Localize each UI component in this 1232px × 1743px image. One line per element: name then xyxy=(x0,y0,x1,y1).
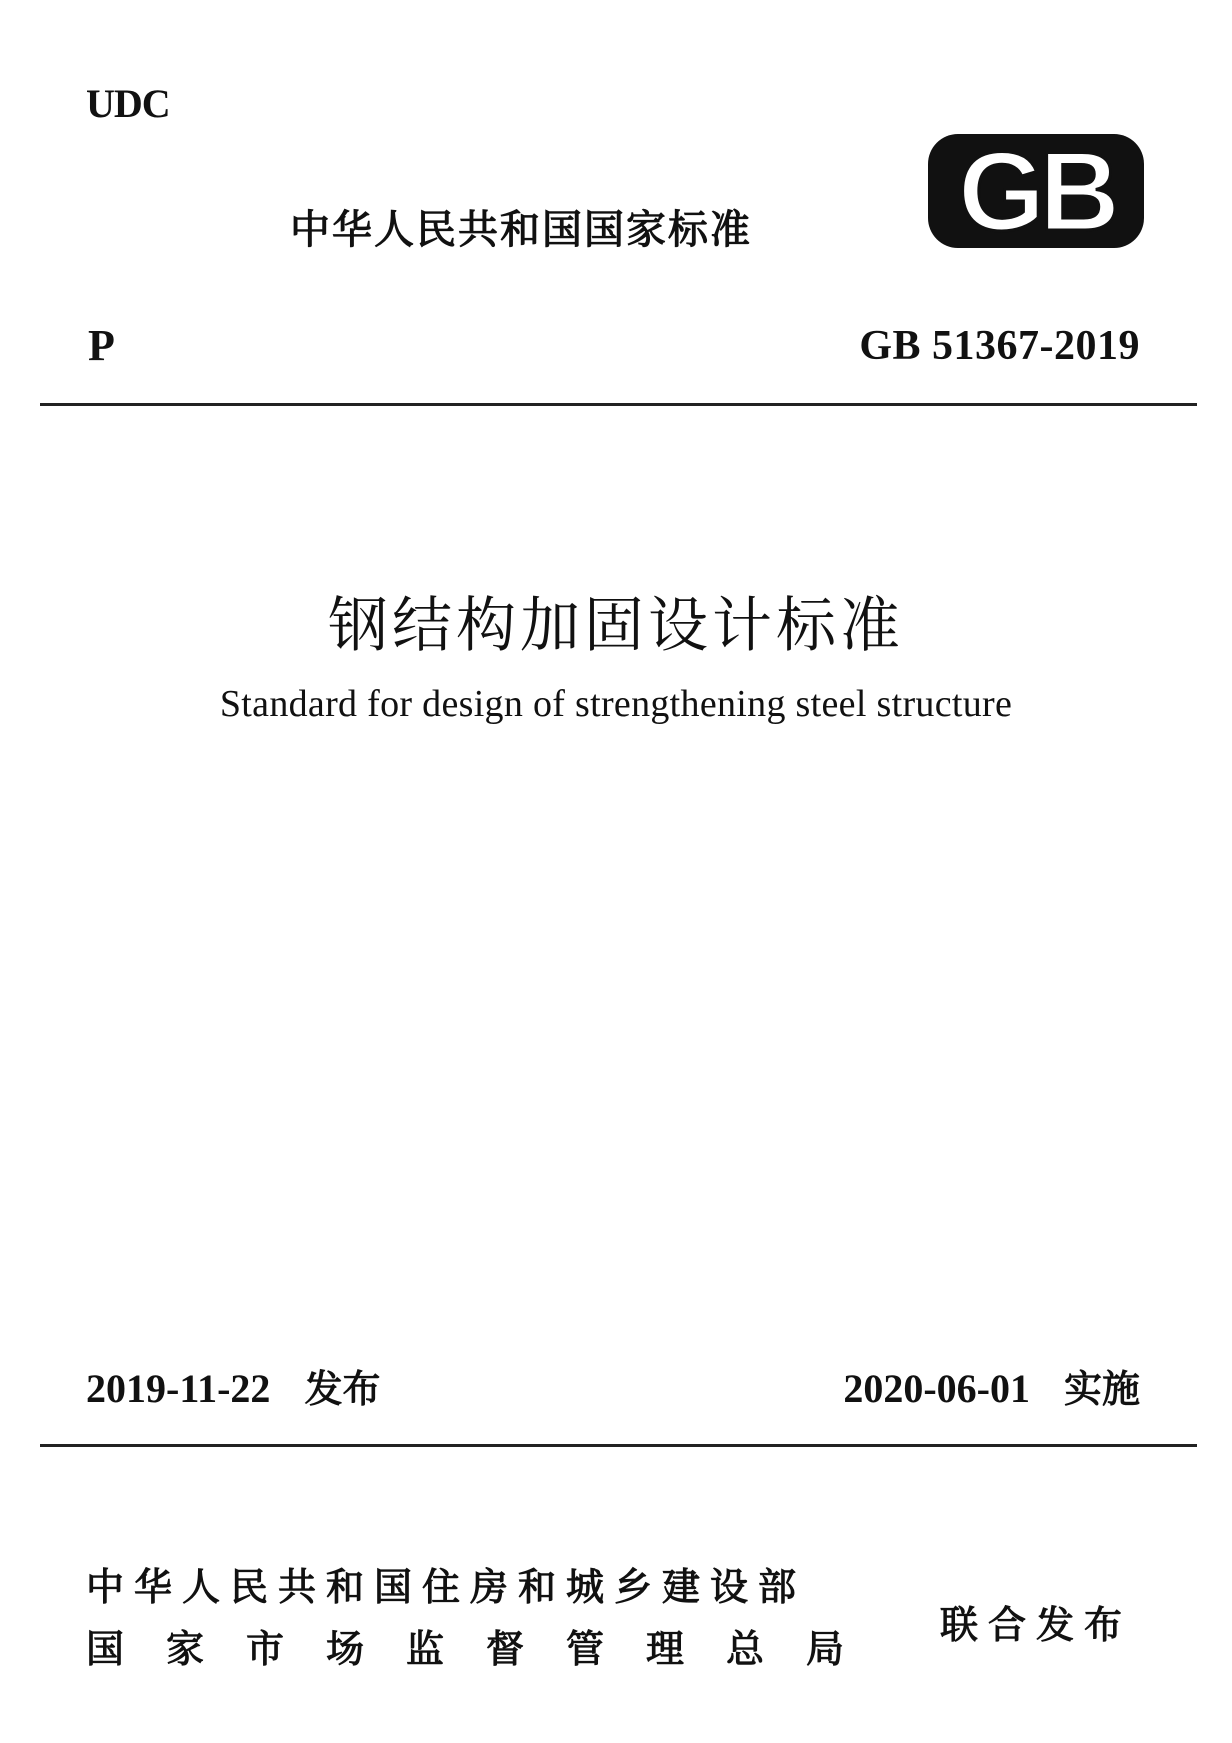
issue-date: 2019-11-22 xyxy=(86,1366,271,1411)
top-divider xyxy=(40,403,1197,406)
implementation-label: 实施 xyxy=(1063,1367,1140,1411)
implementation-date-block xyxy=(843,1358,1140,1413)
gb-logo xyxy=(926,132,1146,250)
bottom-divider xyxy=(40,1444,1197,1447)
issuer-ministry: 中华人民共和国住房和城乡建设部 xyxy=(86,1565,807,1609)
issue-date-block xyxy=(86,1358,380,1413)
national-standard-label: 中华人民共和国国家标准 xyxy=(290,207,752,253)
standard-number: GB 51367-2019 xyxy=(859,323,1140,369)
document-title-english: Standard for design of strengthening steel structure xyxy=(219,683,1013,725)
document-title-chinese: 钢结构加固设计标准 xyxy=(328,591,904,661)
issuing-authorities xyxy=(86,1556,886,1680)
joint-issue-label: 联合发布 xyxy=(940,1603,1133,1647)
gb-logo-text: GB xyxy=(958,132,1114,250)
issuer-administration: 国家市场监督管理总局 xyxy=(86,1627,887,1671)
classification-code: P xyxy=(88,321,115,370)
issue-label: 发布 xyxy=(304,1367,381,1411)
udc-label: UDC xyxy=(86,81,170,126)
implementation-date: 2020-06-01 xyxy=(843,1366,1030,1411)
